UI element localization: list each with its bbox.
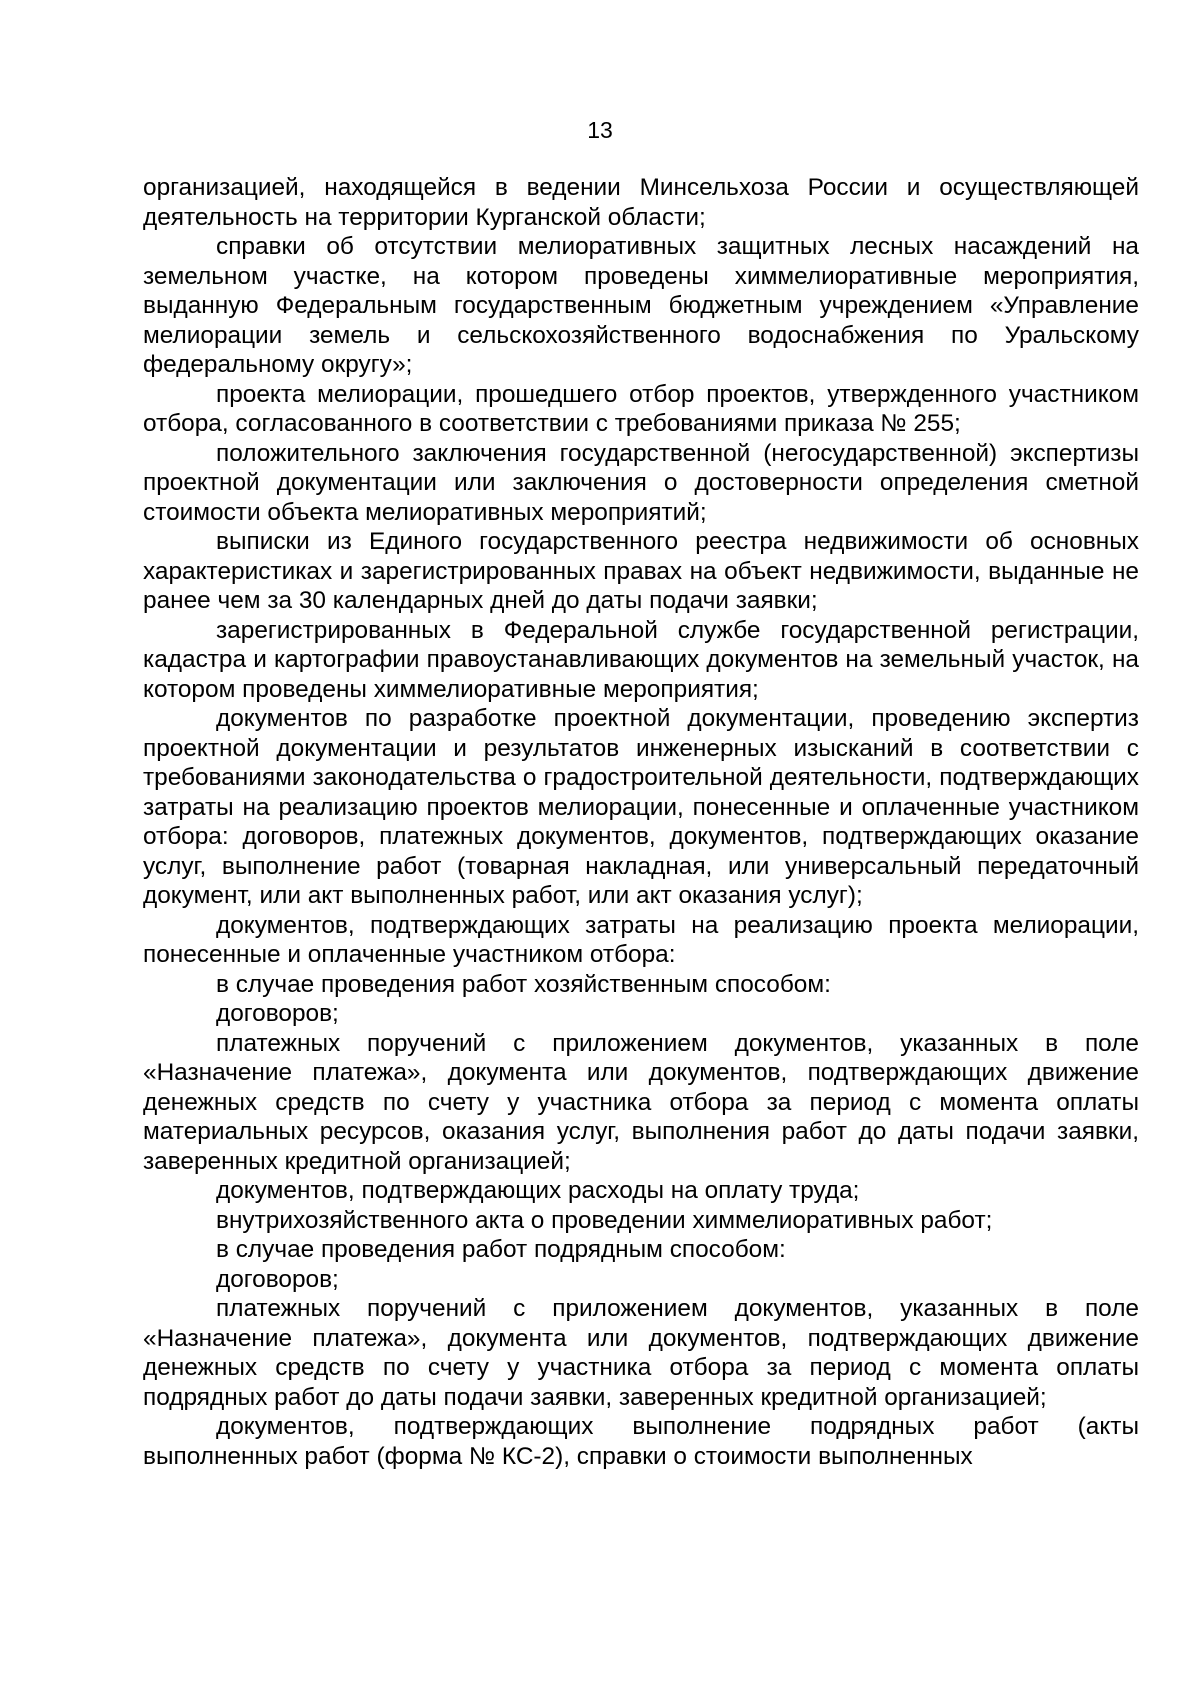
paragraph: внутрихозяйственного акта о проведении химмелиоративных работ; <box>216 1206 993 1234</box>
paragraph: зарегистрированных в Федеральной службе государственной регистрации, кадастра и картографии правоустанавливающих документов на земельный участок, на котором проведены химмелиоративные мероприятия; <box>143 616 1139 703</box>
paragraph: положительного заключения государственной (негосударственной) экспертизы проектной документации или заключения о достоверности определения сметной стоимости объекта мелиоративных мероприятий; <box>143 439 1139 526</box>
paragraph: документов, подтверждающих выполнение подрядных работ (акты выполненных работ (форма № КС-2), справки о стоимости выполненных <box>143 1413 1139 1470</box>
paragraph: в случае проведения работ хозяйственным способом: <box>216 970 831 998</box>
paragraph: документов, подтверждающих затраты на реализацию проекта мелиорации, понесенные и оплаченные участником отбора: <box>143 911 1139 968</box>
paragraph: договоров; <box>216 1265 339 1293</box>
paragraph: документов по разработке проектной документации, проведению экспертиз проектной документации и результатов инженерных изысканий в соответствии с требованиями законодательства о градостроительной деятельности, подтверждающих затраты на реализацию проектов мелиорации, понесенные и оплаченные участником отбора: договоров, платежных документов, документов, подтверждающих оказание услуг, выполнение работ (товарная накладная, или универсальный передаточный документ, или акт выполненных работ, или акт оказания услуг); <box>143 705 1139 909</box>
paragraph: документов, подтверждающих расходы на оплату труда; <box>216 1177 860 1204</box>
page-number: 13 <box>587 117 613 143</box>
paragraph: платежных поручений с приложением документов, указанных в поле «Назначение платежа», документа или документов, подтверждающих движение денежных средств по счету у участника отбора за период с момента оплаты материальных ресурсов, оказания услуг, выполнения работ до даты подачи заявки, заверенных кредитной организацией; <box>143 1029 1139 1175</box>
paragraph: выписки из Единого государственного реестра недвижимости об основных характеристиках и зарегистрированных правах на объект недвижимости, выданные не ранее чем за 30 календарных дней до даты подачи заявки; <box>143 528 1139 614</box>
document-body <box>143 173 1139 1471</box>
paragraph: проекта мелиорации, прошедшего отбор проектов, утвержденного участником отбора, согласованного в соответствии с требованиями приказа № 255; <box>143 380 1139 437</box>
paragraph: платежных поручений с приложением документов, указанных в поле «Назначение платежа», документа или документов, подтверждающих движение денежных средств по счету у участника отбора за период с момента оплаты подрядных работ до даты подачи заявки, заверенных кредитной организацией; <box>143 1295 1139 1411</box>
paragraph: договоров; <box>216 1000 339 1027</box>
paragraph: справки об отсутствии мелиоративных защитных лесных насаждений на земельном участке, на котором проведены химмелиоративные мероприятия, выданную Федеральным государственным бюджетным учреждением «Управление мелиорации земель и сельскохозяйственного водоснабжения по Уральскому федеральному округу»; <box>143 233 1139 378</box>
paragraph: организацией, находящейся в ведении Минсельхоза России и осуществляющей деятельность на территории Курганской области; <box>143 174 1139 231</box>
paragraph: в случае проведения работ подрядным способом: <box>216 1236 786 1263</box>
